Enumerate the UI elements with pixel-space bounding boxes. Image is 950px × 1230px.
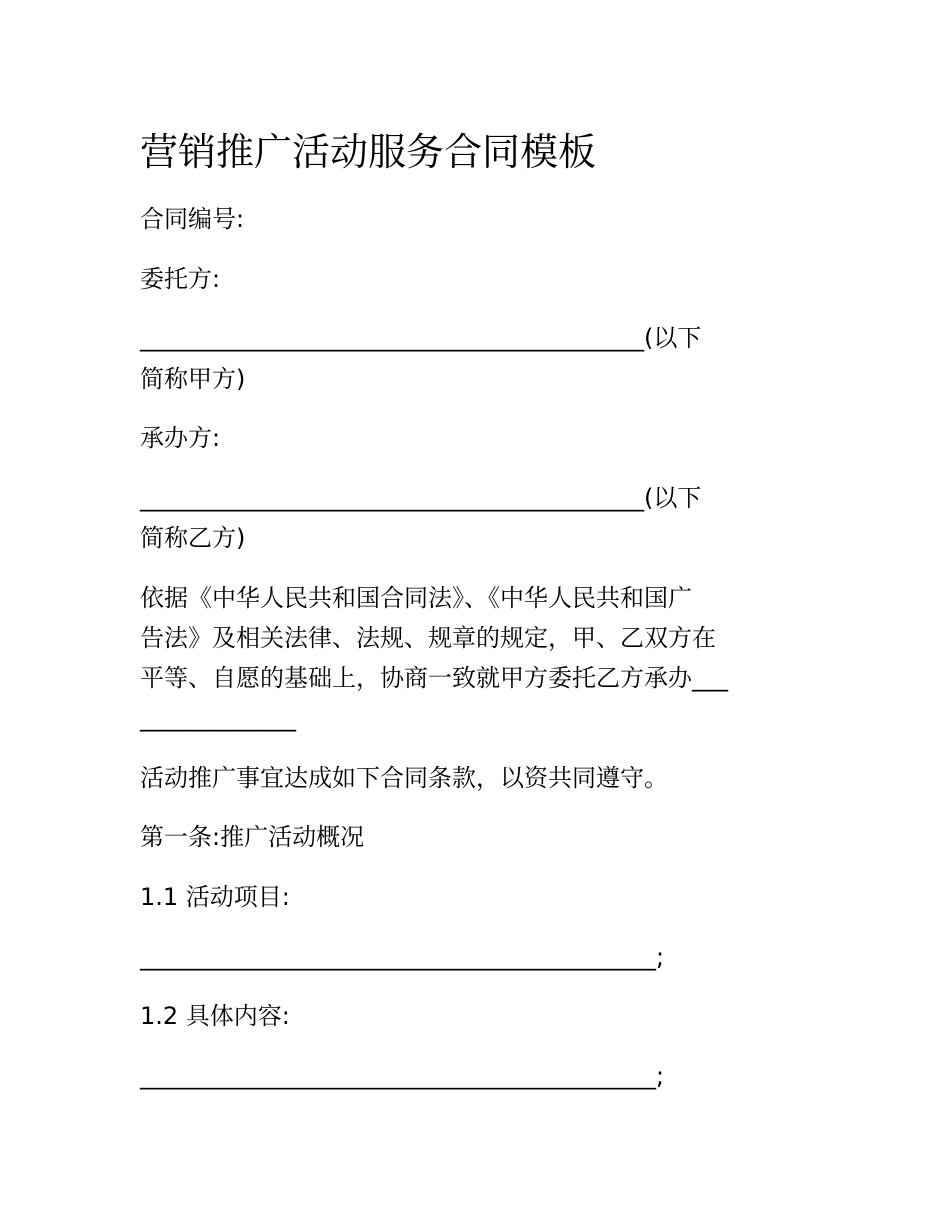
client-label: 委托方: [140,265,221,293]
document-title: 营销推广活动服务合同模板 [140,130,597,174]
preamble-line-2: 告法》及相关法律、法规、规章的规定，甲、乙双方在 [140,624,716,652]
contract-number-label: 合同编号: [140,205,245,233]
contractor-alias: 简称乙方) [140,524,246,552]
preamble-line-4: _____________ [140,704,296,732]
article-1-heading: 第一条:推广活动概况 [140,823,365,851]
contractor-name-blank: __________________________________________(以下 [140,484,702,512]
client-alias: 简称甲方) [140,365,246,393]
preamble-line-5: 活动推广事宜达成如下合同条款，以资共同遵守。 [140,764,668,792]
preamble-line-1: 依据《中华人民共和国合同法》、《中华人民共和国广 [140,584,692,612]
preamble-line-3: 平等、自愿的基础上，协商一致就甲方委托乙方承办___ [140,664,728,692]
item-1-1-label: 1.1 活动项目: [140,883,290,911]
item-1-1-blank: ___________________________________________; [140,943,665,971]
client-name-blank: __________________________________________(以下 [140,324,702,352]
item-1-2-blank: ___________________________________________; [140,1062,665,1090]
item-1-2-label: 1.2 具体内容: [140,1002,290,1030]
contractor-label: 承办方: [140,424,221,452]
